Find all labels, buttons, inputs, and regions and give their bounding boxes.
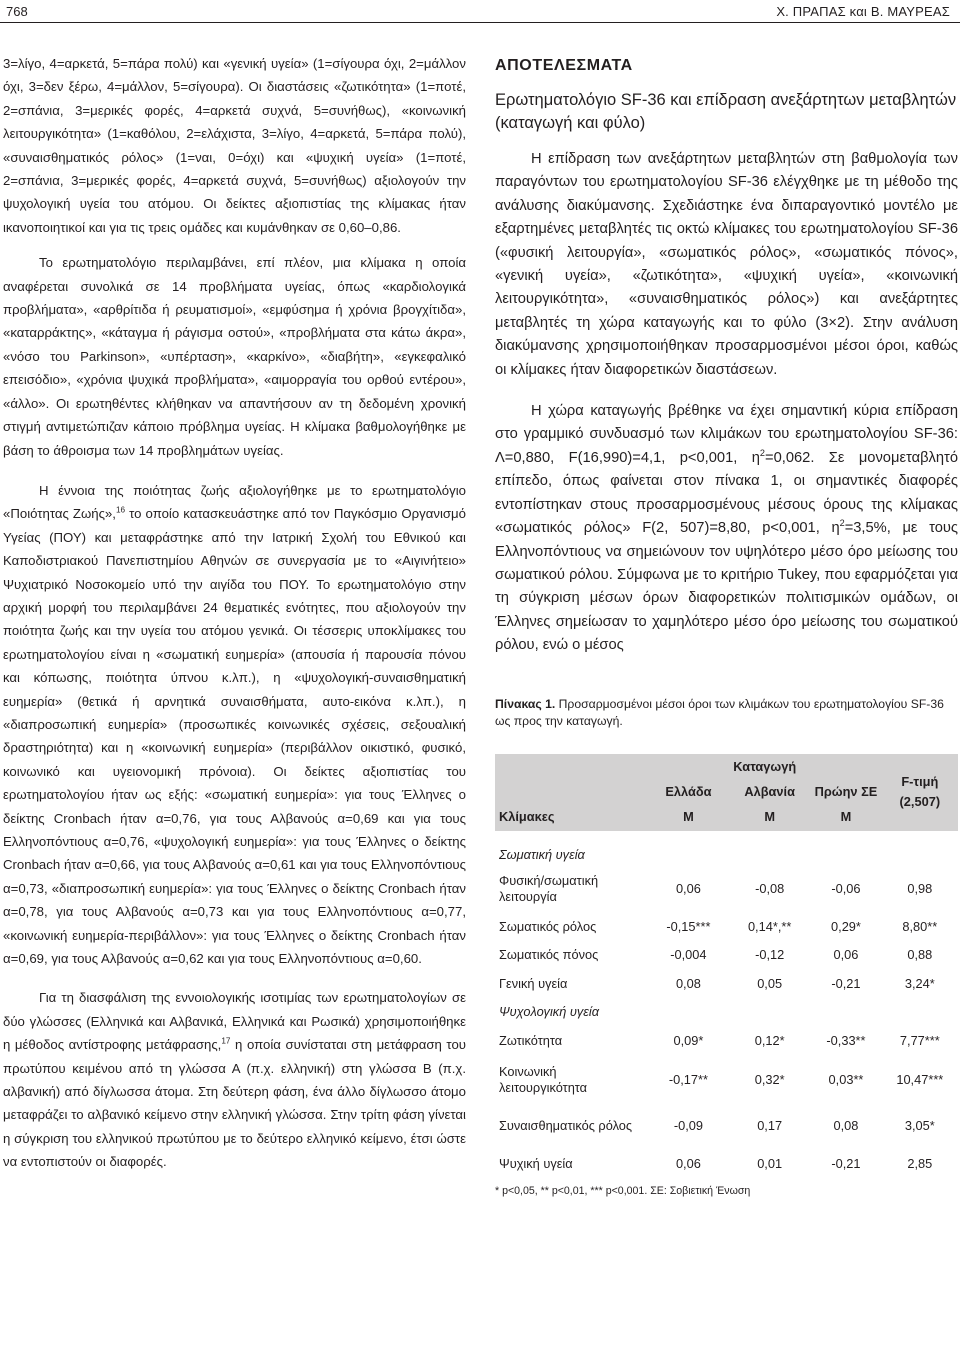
group-label: Ψυχολογική υγεία [499, 1003, 600, 1019]
header-country-cell: Πρώην ΣΕ [814, 783, 878, 799]
table-row [495, 1057, 958, 1103]
value-greece: -0,004 [670, 946, 707, 962]
value-greece: 0,08 [675, 975, 701, 991]
table-row [495, 865, 958, 913]
header-group-cell: Καταγωγή [733, 759, 797, 775]
paragraph [3, 986, 466, 1173]
text-span: Η χώρα καταγωγής βρέθηκε να έχει σημαντική κύρια επίδραση στο γραμμικό συνδυασμό των κλιμάκων του ερωτηματολογίου SF-36: Λ=0,880, F(16,990)=4,1, p<0,001, η [495, 403, 958, 466]
row-label: Γενική υγεία [499, 975, 568, 991]
value-albania: 0,05 [757, 975, 783, 991]
text-span: η οποία συνίσταται στη μετάφραση του πρωτύπου κειμένου από τη γλώσσα Α (π.χ. ελληνική) στη γλώσσα Β (π.χ. αλβανική) από δίγλωσσα άτομα. Στη δεύτερη φάση, ένα άλλο δίγλωσσο άτομο μεταφράζει το αλβανικό κείμενο στην ελληνική γλώσσα. Στην τρίτη φάση γίνεται η σύγκριση του ελληνικού πρωτύπου με το δεύτερο ελληνικό κείμενο, έτσι ώστε να εντοπιστούν οι διαφορές. [3, 1037, 466, 1170]
paragraph [495, 400, 958, 657]
value-albania: -0,12 [755, 946, 785, 962]
row-label: Σωματικός πόνος [499, 946, 599, 962]
reference-superscript: 16 [115, 505, 126, 515]
text-span: =3,5%, με τους Ελληνοπόντιους να σημειώνουν τον υψηλότερο μέσο όρο μείωσης του σωματικού ρόλου. Σύμφωνα με το κριτήριο Tukey, που εφαρμόζεται για τη σύγκριση μέσων όρων διαφορετικών πολιτισμικών ομάδων, οι Έλληνες σημείωσαν το χαμηλότερο μέσο όρο μείωσης του σωματικού ρόλου, ενώ ο μέσος [495, 520, 958, 654]
value-greece: -0,15*** [666, 918, 711, 934]
table-body-psych [495, 1025, 958, 1179]
value-greece: 0,06 [675, 880, 701, 896]
table-footnote: * p<0,05, ** p<0,01, *** p<0,001. ΣΕ: Σοβιετική Ένωση [495, 1184, 751, 1197]
f-label-line2: (2,507) [899, 794, 941, 810]
value-ex-ussr: -0,21 [831, 1155, 861, 1171]
row-label: Κοινωνική λειτουργικότητα [499, 1063, 588, 1095]
value-ex-ussr: 0,08 [833, 1117, 859, 1133]
paragraph: Το ερωτηματολόγιο περιλαμβάνει, επί πλέον, μια κλίμακα η οποία αναφέρεται συνολικά σε 14 προβλήματα υγείας, όπως «καρδιολογικά προβλήματα», «αρθρίτιδα ή ρευματισμοί», «εμφύσημα ή χρόνια βρογχίτιδα», «καταρράκτης», «κάταγμα ή ράγισμα οστού», «προβλήματα στα κάτω άκρα», «νόσο του Parkinson», «υπέρταση», «καρκίνο», «διαβήτη», «εγκεφαλικό επεισόδιο», «χρόνια ψυχικά προβλήματα», «αιμορραγία του ορθού εντέρου», «άλλο». Οι ερωτηθέντες κλήθηκαν να απαντήσουν αν τη δεδομένη χρονική στιγμή αντιμετώπιζαν κάποιο πρόβλημα υγείας. Η κλίμακα βαθμολογήθηκε με βάση το άθροισμα των 14 προβλημάτων υγείας. [3, 255, 466, 458]
page-number: 768 [6, 4, 28, 19]
value-f: 3,05* [904, 1117, 935, 1133]
f-label-line1: F-τιμή [901, 774, 939, 790]
table-row [495, 1149, 958, 1179]
row-label: Συναισθηματικός ρόλος [499, 1117, 633, 1133]
value-f: 7,77*** [899, 1032, 940, 1048]
table-header-row [495, 754, 958, 781]
value-ex-ussr: 0,06 [833, 946, 859, 962]
left-column [3, 52, 466, 1189]
value-ex-ussr: 0,29* [831, 918, 861, 934]
value-albania: 0,17 [757, 1117, 783, 1133]
value-f: 3,24* [904, 975, 935, 991]
table-row [495, 1103, 958, 1149]
table-caption-label: Πίνακας 1. [495, 696, 556, 711]
header-cell [495, 781, 648, 803]
value-f: 10,47*** [896, 1071, 944, 1087]
paragraph: 3=λίγο, 4=αρκετά, 5=πάρα πολύ) και «γενική υγεία» (1=σίγουρα όχι, 2=μάλλον όχι, 3=δεν ξέρω, 4=μάλλον, 5=σίγουρα). Οι διαστάσεις «ζωτικότητα» (1=ποτέ, 2=σπάνια, 3=μερικές φορές, 4=αρκετά συχνά, 5=συνήθως), «κοινωνική λειτουργικότητα» (1=καθόλου, 2=ελάχιστα, 3=λίγο, 4=αρκετά, 5=πάρα πολύ), «συναισθηματικός ρόλος» (1=ναι, 0=όχι) και «ψυχική υγεία» (1=ποτέ, 2=σπάνια, 3=μερικές φορές, 4=αρκετά συχνά, 5=συνήθως) αξιολογούν την ψυχολογική υγεία του ατόμου. Οι δείκτες αξιοπιστίας της κλίμακας ήταν ικανοποιητικοί και για τις τρεις ομάδες και κυμάνθηκαν σε 0,60–0,86. [3, 56, 466, 235]
value-f: 0,98 [907, 880, 933, 896]
header-f-label [882, 754, 958, 831]
row-label: Σωματικός ρόλος [499, 918, 597, 934]
value-ex-ussr: 0,03** [828, 1071, 864, 1087]
header-stat-cell: M [683, 808, 694, 824]
right-column [495, 52, 958, 1198]
text-span: =0,062. Σε μονομεταβλητό επίπεδο, όπως φαίνεται στον πίνακα 1, οι σημαντικές διαφορές εντοπίστηκαν στους προσαρμοσμένους μέσους όρους της κλίμακας «σωματικός ρόλος» F(2, 507)=8,80, p<0,001, η [495, 449, 959, 537]
value-albania: 0,12* [754, 1032, 785, 1048]
subsection-title: Ερωτηματολόγιο SF-36 και επίδραση ανεξάρτητων μεταβλητών (καταγωγή και φύλο) [495, 91, 957, 132]
text-span: Η έννοια της ποιότητας ζωής αξιολογήθηκε με το ερωτηματολόγιο «Ποιότητας Ζωής», [3, 482, 466, 522]
table-group-row [495, 999, 958, 1025]
value-albania: 0,14*,** [747, 918, 792, 934]
value-greece: 0,06 [675, 1155, 701, 1171]
value-ex-ussr: -0,33** [826, 1032, 866, 1048]
text-span: Για τη διασφάλιση της εννοιολογικής ισοτιμίας των ερωτηματολογίων σε δύο γλώσσες (Ελληνικά και Αλβανικά, Ελληνικά και Ρωσικά) χρησιμοποιήθηκε η μέθοδος αντίστροφης μετάφρασης, [3, 990, 466, 1053]
header-cell [495, 754, 648, 781]
table [495, 754, 958, 1179]
header-country-cell: Αλβανία [744, 783, 795, 799]
header-country-cell: Ελλάδα [665, 783, 712, 799]
header-stat-cell: M [840, 808, 852, 824]
table-row [495, 913, 958, 941]
group-label: Σωματική υγεία [499, 846, 585, 862]
value-ex-ussr: -0,06 [831, 880, 861, 896]
table-row [495, 941, 958, 969]
superscript: 2 [839, 518, 845, 529]
section-title: ΑΠΟΤΕΛΕΣΜΑΤΑ [495, 57, 633, 74]
paragraph [3, 479, 466, 971]
reference-superscript: 17 [221, 1036, 231, 1046]
value-f: 0,88 [907, 946, 933, 962]
paragraph: Η επίδραση των ανεξάρτητων μεταβλητών στη βαθμολογία των παραγόντων του ερωτηματολογίου SF-36 ελέγχθηκε με τη μέθοδο της ανάλυσης διακύμανσης. Σχεδιάστηκε ένα διπαραγοντικό μοντέλο με εξαρτημένες μεταβλητές τις οκτώ κλίμακες του ερωτηματολογίου SF-36 («φυσική λειτουργία», «σωματικός ρόλος», «σωματικός πόνος», «γενική υγεία», «ζωτικότητα», «ψυχική υγεία», «κοινωνική λειτουργικότητα», «συναισθηματικός ρόλος») και ανεξάρτητες μεταβλητές τη χώρα καταγωγής και το φύλο (3×2). Στην ανάλυση διακύμανσης χρησιμοποιήθηκαν προσαρμοσμένοι μέσοι όροι, καθώς οι κλίμακες ήταν διαφορετικών διαστάσεων. [495, 151, 958, 378]
value-f: 8,80** [902, 918, 938, 934]
value-greece: 0,09* [673, 1032, 704, 1048]
row-label: Φυσική/σωματική λειτουργία [499, 872, 599, 904]
value-greece: -0,17** [668, 1071, 708, 1087]
row-label: Ψυχική υγεία [499, 1155, 573, 1171]
value-ex-ussr: -0,21 [831, 975, 861, 991]
value-albania: 0,01 [757, 1155, 783, 1171]
table-block [495, 686, 958, 1198]
table-row [495, 969, 958, 999]
superscript: 2 [759, 447, 765, 458]
table-group-row [495, 831, 958, 865]
header-rule [0, 22, 960, 23]
row-label: Ζωτικότητα [499, 1032, 563, 1048]
table-row [495, 1025, 958, 1057]
value-greece: -0,09 [673, 1117, 703, 1133]
value-f: 2,85 [907, 1155, 933, 1171]
table-caption [495, 686, 958, 730]
text-span: το οποίο κατασκευάστηκε από τον Παγκόσμιο Οργανισμό Υγείας (ΠΟΥ) και μεταφράστηκε από την Ιατρική Σχολή του Εθνικού και Καποδιστριακού Πανεπιστημίου Αθηνών σε συνεργασία με το «Αιγινήτειο» Ψυχιατρικό Νοσοκομείο υπό την αιγίδα του ΠΟΥ. Το ερωτηματολόγιο στην αρχική μορφή του περιλαμβάνει 24 θεματικές ενότητες, που αξιολογούν την ποιότητα ζωής και την υγεία του ατόμου γενικά. Οι τέσσερις υποκλίμακες του ερωτηματολογίου είναι η «σωματική ευημερία» (απουσία ή παρουσία πόνου και κόπωσης, ποιότητα ύπνου κ.λπ.), η «ψυχολογική-συναισθηματική ευημερία» (θετικά ή αρνητικά συναισθήματα, αυτο-εικόνα κ.λπ.), η «διαπροσωπική ευημερία» (προσωπικές κοινωνικές σχέσεις, σεξουαλική δραστηριότητα) και η «κοινωνική ευημερία» (περιβάλλον οικιστικό, φυσικό, κοινωνικό και υγειονομική πρόνοια). Οι δείκτες αξιοπιστίας του ερωτηματολογίου ήταν ως εξής: «σωματική ευημερία»: για τους Έλληνες ο δείκτης Cronbach ήταν α=0,76, για τους Αλβανούς α=0,69 και για τους Ελληνοπόντιους α=0,76, «ψυχολογική ευημερία»: για τους Έλληνες ο δείκτης Cronbach ήταν α=0,66, για τους Αλβανούς α=0,61 και για τους Ελληνοπόντιους α=0,73, «διαπροσωπική ευημερία»: για τους Έλληνες ο δείκτης Cronbach ήταν α=0,78, για τους Αλβανούς α=0,73 και για τους Ελληνοπόντιους α=0,77, «κοινωνική ευημερία-περιβάλλον»: για τους Έλληνες ο δείκτης Cronbach ήταν α=0,69, για τους Αλβανούς α=0,62 και για τους Ελληνοπόντιους α=0,60. [3, 506, 466, 967]
value-albania: 0,32* [754, 1071, 785, 1087]
table-body-physical [495, 865, 958, 999]
header-stat-cell: M [764, 808, 775, 824]
header-scales-cell: Κλίμακες [499, 808, 555, 824]
value-albania: -0,08 [755, 880, 785, 896]
table-caption-text: Προσαρμοσμένοι μέσοι όροι των κλιμάκων του ερωτηματολογίου SF-36 ως προς την καταγωγή. [495, 696, 944, 728]
running-head: Χ. ΠΡΑΠΑΣ και Β. ΜΑΥΡΕΑΣ [776, 4, 950, 19]
